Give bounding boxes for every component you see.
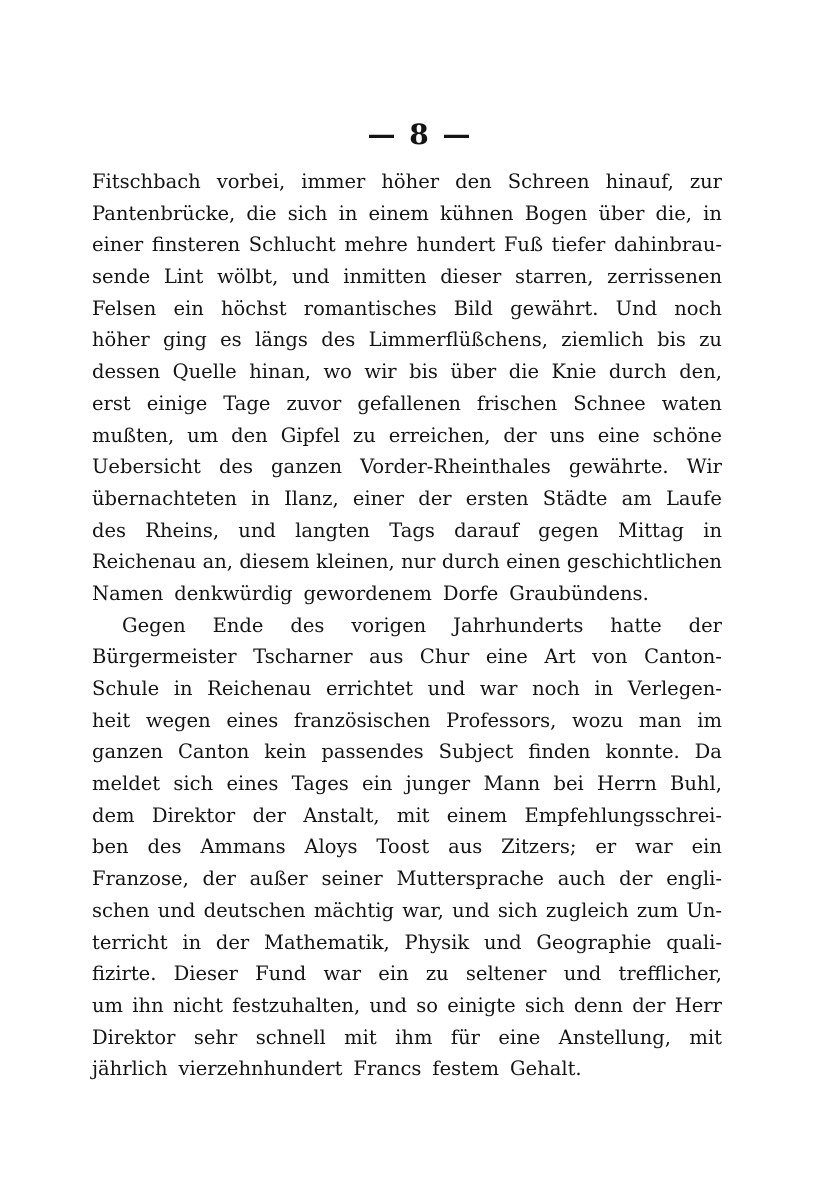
word: zu [352,423,376,447]
text-line [92,420,722,452]
word: Bogen [524,201,588,225]
word: und [157,898,196,922]
word: ziemlich [561,328,644,352]
word: eine [485,645,528,669]
word: durch [441,550,500,574]
text-line [92,768,722,800]
text-line [92,198,722,230]
word: hinauf, [605,170,674,193]
word: wegen [145,708,211,732]
word: uns [549,423,585,447]
word: Und [615,296,658,320]
word: Franzose, [92,867,189,891]
word: einigte [447,993,516,1017]
word: und [238,518,276,542]
word: Ende [212,613,264,637]
word: Städte [542,486,608,510]
word: mit [344,1025,377,1049]
word: Geographie [536,930,652,954]
word: außer [249,867,308,891]
word: sich [287,201,328,225]
word: in [173,677,193,700]
word: einen [506,550,561,574]
word: ein [362,772,393,796]
word: hinan, [249,360,311,384]
word: wir [364,360,397,384]
word: Knie [551,360,597,384]
word: mußten, [92,423,175,447]
word: Muttersprache [396,867,544,891]
word: denn [573,993,623,1017]
word: schnell [255,1025,326,1049]
text-line [92,578,722,610]
word: Da [694,740,722,764]
word: Mittag [617,518,684,542]
word: gewährte. [568,455,669,479]
word: höher [92,328,150,352]
word: seiner [321,867,383,891]
word: war [635,835,673,859]
text-line [92,324,722,356]
word: erst [92,391,131,415]
word: er [595,835,617,859]
word: finden [528,740,591,764]
word: war, [402,898,444,922]
word: vorigen [351,613,427,637]
word: Professors, [446,708,557,732]
word: Toost [376,835,430,859]
word: der [503,423,537,447]
word: so [416,993,438,1017]
word: Namen [92,581,164,605]
word: junger [405,772,471,796]
word: man [638,708,682,732]
word: Gegen [122,613,186,637]
word: fizirte. [92,962,157,986]
word: schöne [652,423,722,447]
word: passendes [321,740,424,764]
word: Direktor [92,1025,176,1049]
word: Herr [674,993,722,1017]
word: in [703,518,722,542]
text-line [92,831,722,863]
word: Uebersicht [92,455,201,479]
word: bis [657,328,686,352]
word: Lint [163,265,204,289]
word: der [215,930,250,954]
word: kein [264,740,307,764]
word: romantisches [303,296,437,320]
word: Tags [389,518,435,542]
word: des [218,455,253,479]
word: des [92,518,127,542]
word: Reichenau [207,677,312,700]
word: einige [146,391,208,415]
word: Direktor [151,803,236,827]
word: den, [679,360,722,384]
word: in [251,486,270,510]
text-line [92,863,722,895]
word: quali- [666,930,722,954]
word: noch [532,677,580,700]
word: Chur [419,645,470,669]
word: finsteren [151,233,241,257]
word: ihn [132,993,164,1017]
text-line [92,261,722,293]
word: die, [655,201,692,225]
word: französischen [293,708,431,732]
text-line [92,958,722,990]
word: sich [497,898,538,922]
word: schen [92,898,150,922]
word: Schnee [573,391,646,415]
word: mit [689,1025,722,1049]
word: wo [323,360,352,384]
word: es [220,328,242,352]
word: Pantenbrücke, [92,201,236,225]
word: Aloys [304,835,358,859]
word: Fund [255,962,307,986]
word: Mann [483,772,541,796]
word: eine [597,423,640,447]
word: die [508,360,539,384]
text-line [92,1022,722,1054]
word: höchst [220,296,287,320]
word: Tages [291,772,349,796]
word: in [703,201,722,225]
word: Limmerflüßchens, [368,328,548,352]
word: eines [226,772,279,796]
word: ersten [465,486,529,510]
word: Quelle [172,360,237,384]
text-line [92,673,722,705]
word: kleinen, [316,550,395,574]
word: für [450,1025,480,1049]
word: ein [691,835,722,859]
word: und [563,962,602,986]
word: denkwürdig [174,581,293,605]
text-line [92,293,722,325]
word: nicht [172,993,223,1017]
word: tiefer [551,233,606,257]
word: ging [163,328,207,352]
word: Ilanz, [284,486,339,510]
word: der [688,613,722,637]
word: mächtig [313,898,394,922]
word: dieser [440,265,502,289]
word: zugleich [545,898,629,922]
text-line [92,705,722,737]
word: Anstellung, [558,1025,671,1049]
text-line [92,483,722,515]
word: einer [92,233,144,257]
word: Buhl, [670,772,722,796]
word: Gehalt. [510,1057,582,1081]
text-line [92,388,722,420]
text-line [92,356,722,388]
word: frischen [476,391,558,415]
word: Vorder-Rheinthales [360,455,551,479]
text-line [92,800,722,832]
text-line [92,515,722,547]
word: Tage [223,391,271,415]
word: Tscharner [253,645,353,669]
word: Felsen [92,296,157,320]
word: am [621,486,652,510]
word: inmitten [343,265,427,289]
text-line [92,736,722,768]
word: deutschen [203,898,306,922]
word: ganzen [92,740,164,764]
word: Dieser [173,962,238,986]
text-line [92,610,722,642]
word: einer [352,486,405,510]
word: einem [446,803,508,827]
word: und [291,265,330,289]
word: Canton [178,740,250,764]
word: von [592,645,628,669]
word: Bürgermeister [92,645,237,669]
word: ganzen [271,455,343,479]
word: vorbei, [216,170,286,193]
word: die [246,201,277,225]
word: übernachteten [92,486,237,510]
word: langten [295,518,370,542]
word: bei [553,772,584,796]
word: dessen [92,360,161,384]
text-line [92,1053,722,1085]
word: kühnen [440,201,514,225]
word: Fitschbach [92,170,201,193]
word: den [231,423,268,447]
word: Verlegen- [627,677,722,700]
word: wölbt, [217,265,279,289]
word: ihm [395,1025,433,1049]
word: und [483,930,522,954]
word: erreichen, [388,423,491,447]
word: Fuß [503,233,544,257]
word: meldet [92,772,161,796]
word: Subject [438,740,514,764]
word: längs [255,328,308,352]
word: sich [173,772,214,796]
word: Jahrhunderts [453,613,584,637]
word: seltener [465,962,547,986]
word: Art [544,645,576,669]
word: zum [636,898,679,922]
word: über [450,360,497,384]
word: den [455,170,492,193]
word: vierzehnhundert [178,1057,343,1081]
word: festem [432,1057,500,1081]
page-number: — 8 — [367,118,473,151]
word: errichtet [325,677,414,700]
word: dem [92,803,135,827]
word: Wir [686,455,722,479]
text-line [92,546,722,578]
word: Reichenau [92,550,197,574]
word: der [619,867,653,891]
word: Empfehlungsschrei- [524,803,722,827]
word: einem [368,201,429,225]
word: mehre [344,233,408,257]
word: Zitzers; [501,835,577,859]
word: konnte. [605,740,680,764]
word: Mathematik, [263,930,390,954]
word: Anstalt, [303,803,380,827]
word: darauf [454,518,519,542]
word: des [321,328,356,352]
word: Ammans [200,835,286,859]
word: im [697,708,722,732]
word: war [323,962,362,986]
word: Francs [353,1057,422,1081]
word: jährlich [92,1057,168,1081]
word: und [452,898,490,922]
word: Schule [92,677,160,700]
word: geschichtlichen [566,550,722,574]
word: aus [369,645,404,669]
word: trefflicher, [618,962,722,986]
word: hatte [610,613,662,637]
text-line [92,927,722,959]
word: höher [381,170,440,193]
word: der [418,486,452,510]
word: Gipfel [280,423,340,447]
word: gewordenem [303,581,432,605]
word: Herrn [597,772,657,796]
word: noch [674,296,722,320]
word: Schlucht [248,233,336,257]
word: in [182,930,202,954]
word: in [594,677,614,700]
word: sich [524,993,565,1017]
word: waten [661,391,722,415]
word: eines [226,708,279,732]
word: Laufe [665,486,722,510]
word: war [479,677,518,700]
word: mit [396,803,430,827]
word: engli- [666,867,722,891]
word: Schreen [507,170,590,193]
word: in [338,201,358,225]
word: hundert [416,233,496,257]
word: Graubündens. [509,581,649,605]
text-line [92,229,722,261]
word: sende [92,265,151,289]
word: gewährt. [510,296,599,320]
word: der [632,993,666,1017]
word: ein [378,962,409,986]
word: eine [498,1025,541,1049]
text-line [92,166,722,198]
word: Bild [453,296,494,320]
word: Rheins, [145,518,220,542]
word: diesem [239,550,310,574]
word: und [427,677,466,700]
word: festzuhalten, [232,993,361,1017]
word: um [92,993,124,1017]
word: des [290,613,325,637]
word: zur [689,170,722,193]
word: zu [425,962,449,986]
word: um [187,423,219,447]
word: Un- [686,898,722,922]
word: durch [608,360,667,384]
word: der [252,803,286,827]
word: zerrissenen [607,265,722,289]
word: an, [202,550,233,574]
word: gefallenen [357,391,461,415]
word: des [147,835,182,859]
word: ben [92,835,129,859]
body-text [92,166,722,1085]
word: aus [448,835,483,859]
word: über [598,201,645,225]
word: der [202,867,236,891]
word: gegen [538,518,599,542]
text-line [92,895,722,927]
word: terricht [92,930,168,954]
text-line [92,990,722,1022]
word: starren, [515,265,594,289]
word: zu [699,328,722,352]
word: Canton- [644,645,722,669]
text-line [92,451,722,483]
text-line [92,641,722,673]
word: heit [92,708,131,732]
word: Physik [404,930,470,954]
word: Dorfe [442,581,499,605]
word: bis [409,360,438,384]
word: wozu [571,708,624,732]
word: ein [173,296,204,320]
word: zuvor [286,391,342,415]
word: und [369,993,408,1017]
word: dahinbrau- [613,233,722,257]
word: auch [557,867,606,891]
word: nur [401,550,436,574]
word: immer [301,170,366,193]
word: sehr [193,1025,238,1049]
